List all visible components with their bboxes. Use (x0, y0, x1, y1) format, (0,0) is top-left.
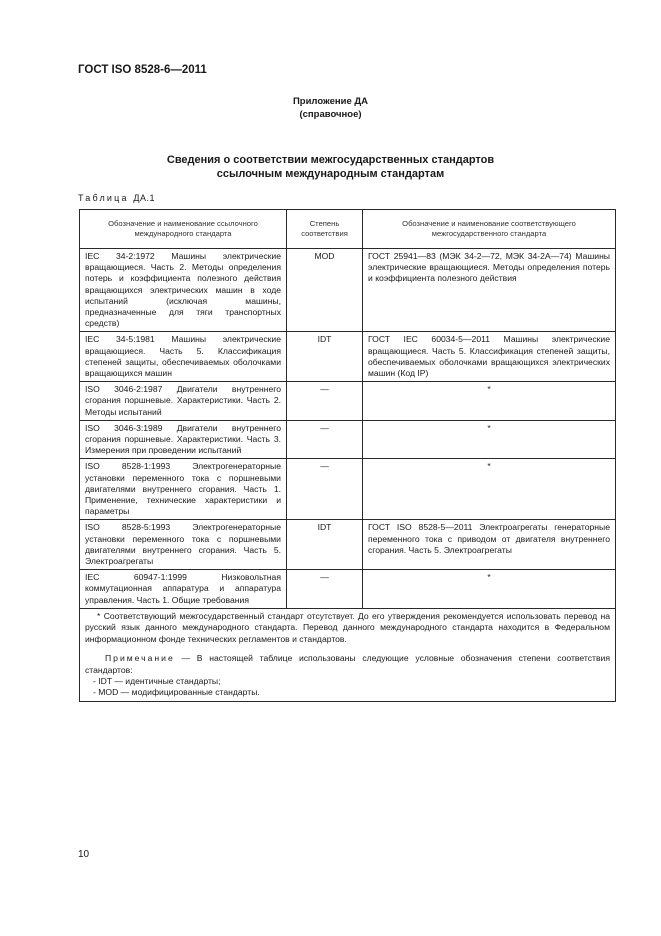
degree-cell: — (287, 382, 363, 421)
note-label: Примечание (105, 653, 175, 664)
interstate-standard-cell: ГОСТ ISO 8528-5—2011 Электроагрегаты генераторные переменного тока с приводом от двигателя внутреннего сгорания. Часть 5. Электроагрегаты (363, 520, 616, 570)
table-footer-row (80, 608, 616, 701)
international-standard-cell: ISO 3046-3:1989 Двигатели внутреннего сгорания поршневые. Характеристики. Часть 3. Измерения при проведении испытаний (80, 420, 287, 459)
degree-cell: — (287, 459, 363, 520)
table-caption-number: ДА.1 (133, 193, 156, 203)
international-standard-cell: ISO 8528-5:1993 Электрогенераторные установки переменного тока с поршневыми двигателями внутреннего сгорания. Часть 5. Электроагрегаты (80, 520, 287, 570)
international-standard-cell: ISO 3046-2:1987 Двигатели внутреннего сгорания поршневые. Характеристики. Часть 2. Методы испытаний (80, 382, 287, 421)
degree-cell: — (287, 570, 363, 609)
degree-cell: IDT (287, 520, 363, 570)
page-number: 10 (78, 849, 90, 860)
table-row (80, 459, 616, 520)
footnote-text: * Соответствующий межгосударственный стандарт отсутствует. До его утверждения рекомендуется использовать перевод на русский язык данного международного стандарта. Перевод данного международного стандарта находится в Федеральном информационном фонде технических регламентов и стандартов. (85, 610, 610, 644)
international-standard-cell: ISO 8528-1:1993 Электрогенераторные установки переменного тока с поршневыми двигателями внутреннего сгорания. Часть 1. Применение, технические характеристики и параметры (80, 459, 287, 520)
note-item: - MOD — модифицированные стандарты. (93, 687, 260, 698)
table-row (80, 420, 616, 459)
degree-cell: — (287, 420, 363, 459)
interstate-standard-cell: * (363, 459, 616, 520)
international-standard-cell: IEC 60947-1:1999 Низковольтная коммутационная аппаратура и аппаратура управления. Часть 1. Общие требования (80, 570, 287, 609)
note-item: - IDT — идентичные стандарты; (93, 675, 221, 686)
table-row (80, 570, 616, 609)
table-caption (78, 193, 155, 203)
note-paragraph (85, 653, 610, 676)
international-standard-cell: IEC 34-5:1981 Машины электрические вращающиеся. Часть 5. Классификация степеней защиты, обеспечиваемых оболочками вращающихся машин (80, 332, 287, 382)
table-caption-label: Таблица (78, 193, 129, 203)
interstate-standard-cell: ГОСТ IEC 60034-5—2011 Машины электрические вращающиеся. Часть 5. Классификация степеней защиты, обеспечиваемых оболочками вращающихся электрических машин (Код IP) (363, 332, 616, 382)
annex-title: Приложение ДА (292, 96, 369, 107)
international-standard-cell: IEC 34-2:1972 Машины электрические вращающиеся. Часть 2. Методы определения потерь и коэффициента полезного действия вращающихся электрических машин в ходе испытаний (исключая машины, предназначенные для тяги транспортных средств) (80, 249, 287, 332)
table-header-row (80, 210, 616, 249)
degree-cell: MOD (287, 249, 363, 332)
section-heading-line-1: Сведения о соответствии межгосударственных стандартов (166, 154, 495, 166)
section-heading-line-2: ссылочным международным стандартам (216, 168, 445, 180)
note-text: — В настоящей таблице использованы следующие условные обозначения степени соответствия стандартов: (85, 653, 610, 675)
interstate-standard-cell: ГОСТ 25941—83 (МЭК 34-2—72, МЭК 34-2А—74) Машины электрические вращающиеся. Методы определения потерь и коэффициента полезного действия (363, 249, 616, 332)
table-footnote-cell (80, 608, 616, 701)
column-header-international: Обозначение и наименование ссылочного международного стандарта (80, 210, 287, 249)
interstate-standard-cell: * (363, 570, 616, 609)
table-row (80, 249, 616, 332)
table-row (80, 520, 616, 570)
table-row (80, 382, 616, 421)
document-title: ГОСТ ISO 8528-6—2011 (78, 64, 207, 76)
degree-cell: IDT (287, 332, 363, 382)
standards-table (79, 209, 616, 702)
annex-subtitle: (справочное) (299, 109, 362, 120)
column-header-degree: Степень соответствия (287, 210, 363, 249)
table-row (80, 332, 616, 382)
interstate-standard-cell: * (363, 382, 616, 421)
column-header-interstate: Обозначение и наименование соответствующего межгосударственного стандарта (363, 210, 616, 249)
interstate-standard-cell: * (363, 420, 616, 459)
